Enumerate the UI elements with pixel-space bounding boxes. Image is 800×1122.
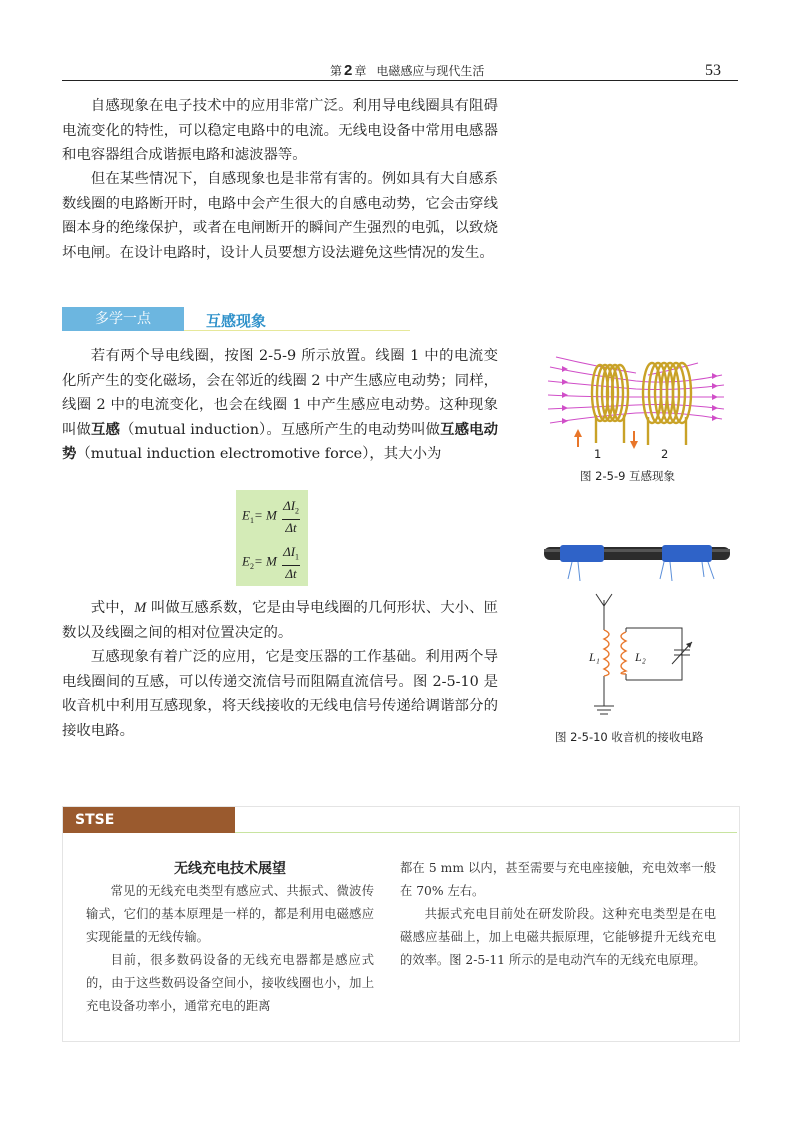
label-l2: L₂ bbox=[635, 650, 646, 664]
section-rule bbox=[184, 330, 410, 331]
stse-rule bbox=[235, 832, 737, 833]
formula-e1: $E_1= M$ $\frac{\Delta I_2}{\Delta t}$ bbox=[242, 498, 300, 535]
page-number: 53 bbox=[705, 62, 721, 79]
inductor-l2 bbox=[621, 632, 626, 674]
coil-1 bbox=[592, 365, 628, 443]
figure-rod-coils bbox=[544, 535, 730, 583]
rod-coil-left bbox=[560, 545, 604, 562]
fraction: $\frac{\Delta I_2}{\Delta t}$ bbox=[283, 498, 300, 535]
running-header-chapter: 第 2 章 电磁感应与现代生活 bbox=[330, 62, 485, 79]
paragraph-self-induction-applications: 自感现象在电子技术中的应用非常广泛。利用导电线圈具有阻碍电流变化的特性，可以稳定电路中的电流。无线电设备中常用电感器和电容器组合成谐振电路和滤波器等。 bbox=[62, 98, 498, 163]
inductor-l1 bbox=[604, 630, 609, 676]
current-arrows bbox=[574, 429, 638, 449]
formula-box bbox=[236, 490, 308, 586]
header-rule bbox=[62, 80, 738, 81]
coil-2 bbox=[643, 363, 691, 445]
chapter-title: 电磁感应与现代生活 bbox=[376, 64, 485, 78]
figure-2-5-10-caption: 图 2-5-10 收音机的接收电路 bbox=[555, 730, 704, 744]
paragraph-mutual-coefficient: 式中，M 叫做互感系数，它是由导电线圈的几何形状、大小、匝数以及线圈之间的相对位置决定的。 bbox=[62, 600, 498, 641]
paragraph-mutual-induction: 若有两个导电线圈，按图 2-5-9 所示放置。线圈 1 中的电流变化所产生的变化磁场，会在邻近的线圈 2 中产生感应电动势；同样，线圈 2 中的电流变化，也会在线圈 1 中产生感应电动势。这种现象叫做互感（mutual induction）。互感所产生的电动势叫做互感电动势（mutual induction electromotive force），其大小为 bbox=[62, 348, 498, 462]
stse-paragraph-continued: 都在 5 mm 以内，甚至需要与充电座接触，充电效率一般在 70% 左右。 bbox=[400, 861, 716, 898]
figure-2-5-9-caption: 图 2-5-9 互感现象 bbox=[580, 469, 676, 483]
stse-paragraph-resonant: 共振式充电目前处在研发阶段。这种充电类型是在电磁感应基础上，加上电磁共振原理，它能够提升无线充电的效率。图 2-5-11 所示的是电动汽车的无线充电原理。 bbox=[400, 907, 716, 967]
paragraph-self-induction-hazards: 但在某些情况下，自感现象也是非常有害的。例如具有大自感系数线圈的电路断开时，电路中会产生很大的自感电动势，它会击穿线圈本身的绝缘保护，或者在电闸断开的瞬间产生强烈的电弧，以致烧坏电闸。在设计电路时，设计人员要想方设法避免这些情况的发生。 bbox=[62, 171, 498, 261]
coil-2-label: 2 bbox=[661, 447, 669, 461]
stse-paragraph-inductive: 目前，很多数码设备的无线充电器都是感应式的，由于这些数码设备空间小，接收线圈也小，加上充电设备功率小，通常充电的距离 bbox=[86, 953, 374, 1013]
stse-title: 无线充电技术展望 bbox=[174, 861, 286, 877]
formula-e2: $E_2= M$ $\frac{\Delta I_1}{\Delta t}$ bbox=[242, 544, 300, 581]
chapter-number: 2 bbox=[344, 62, 353, 79]
section-title: 互感现象 bbox=[206, 312, 267, 330]
stse-tag: STSE bbox=[63, 807, 235, 833]
label-l1: L₁ bbox=[589, 650, 600, 664]
term-mutual-emf: 互感电动势 bbox=[62, 421, 498, 462]
magnetic-field-lines bbox=[548, 357, 724, 423]
figure-two-coils bbox=[548, 345, 724, 455]
coil-1-label: 1 bbox=[594, 447, 602, 461]
stse-paragraph-types: 常见的无线充电类型有感应式、共振式、微波传输式，它们的基本原理是一样的，都是利用电磁感应实现能量的无线传输。 bbox=[86, 884, 374, 944]
fraction: $\frac{\Delta I_1}{\Delta t}$ bbox=[283, 544, 300, 581]
term-mutual-induction: 互感 bbox=[90, 421, 120, 438]
paragraph-mutual-applications: 互感现象有着广泛的应用，它是变压器的工作基础。利用两个导电线圈间的互感，可以传递交流信号而阻隔直流信号。图 2-5-10 是收音机中利用互感现象，将天线接收的无线电信号传递给调谐部分的接收电路。 bbox=[62, 649, 498, 739]
rod-coil-right bbox=[662, 545, 712, 562]
section-label: 多学一点 bbox=[62, 307, 184, 331]
